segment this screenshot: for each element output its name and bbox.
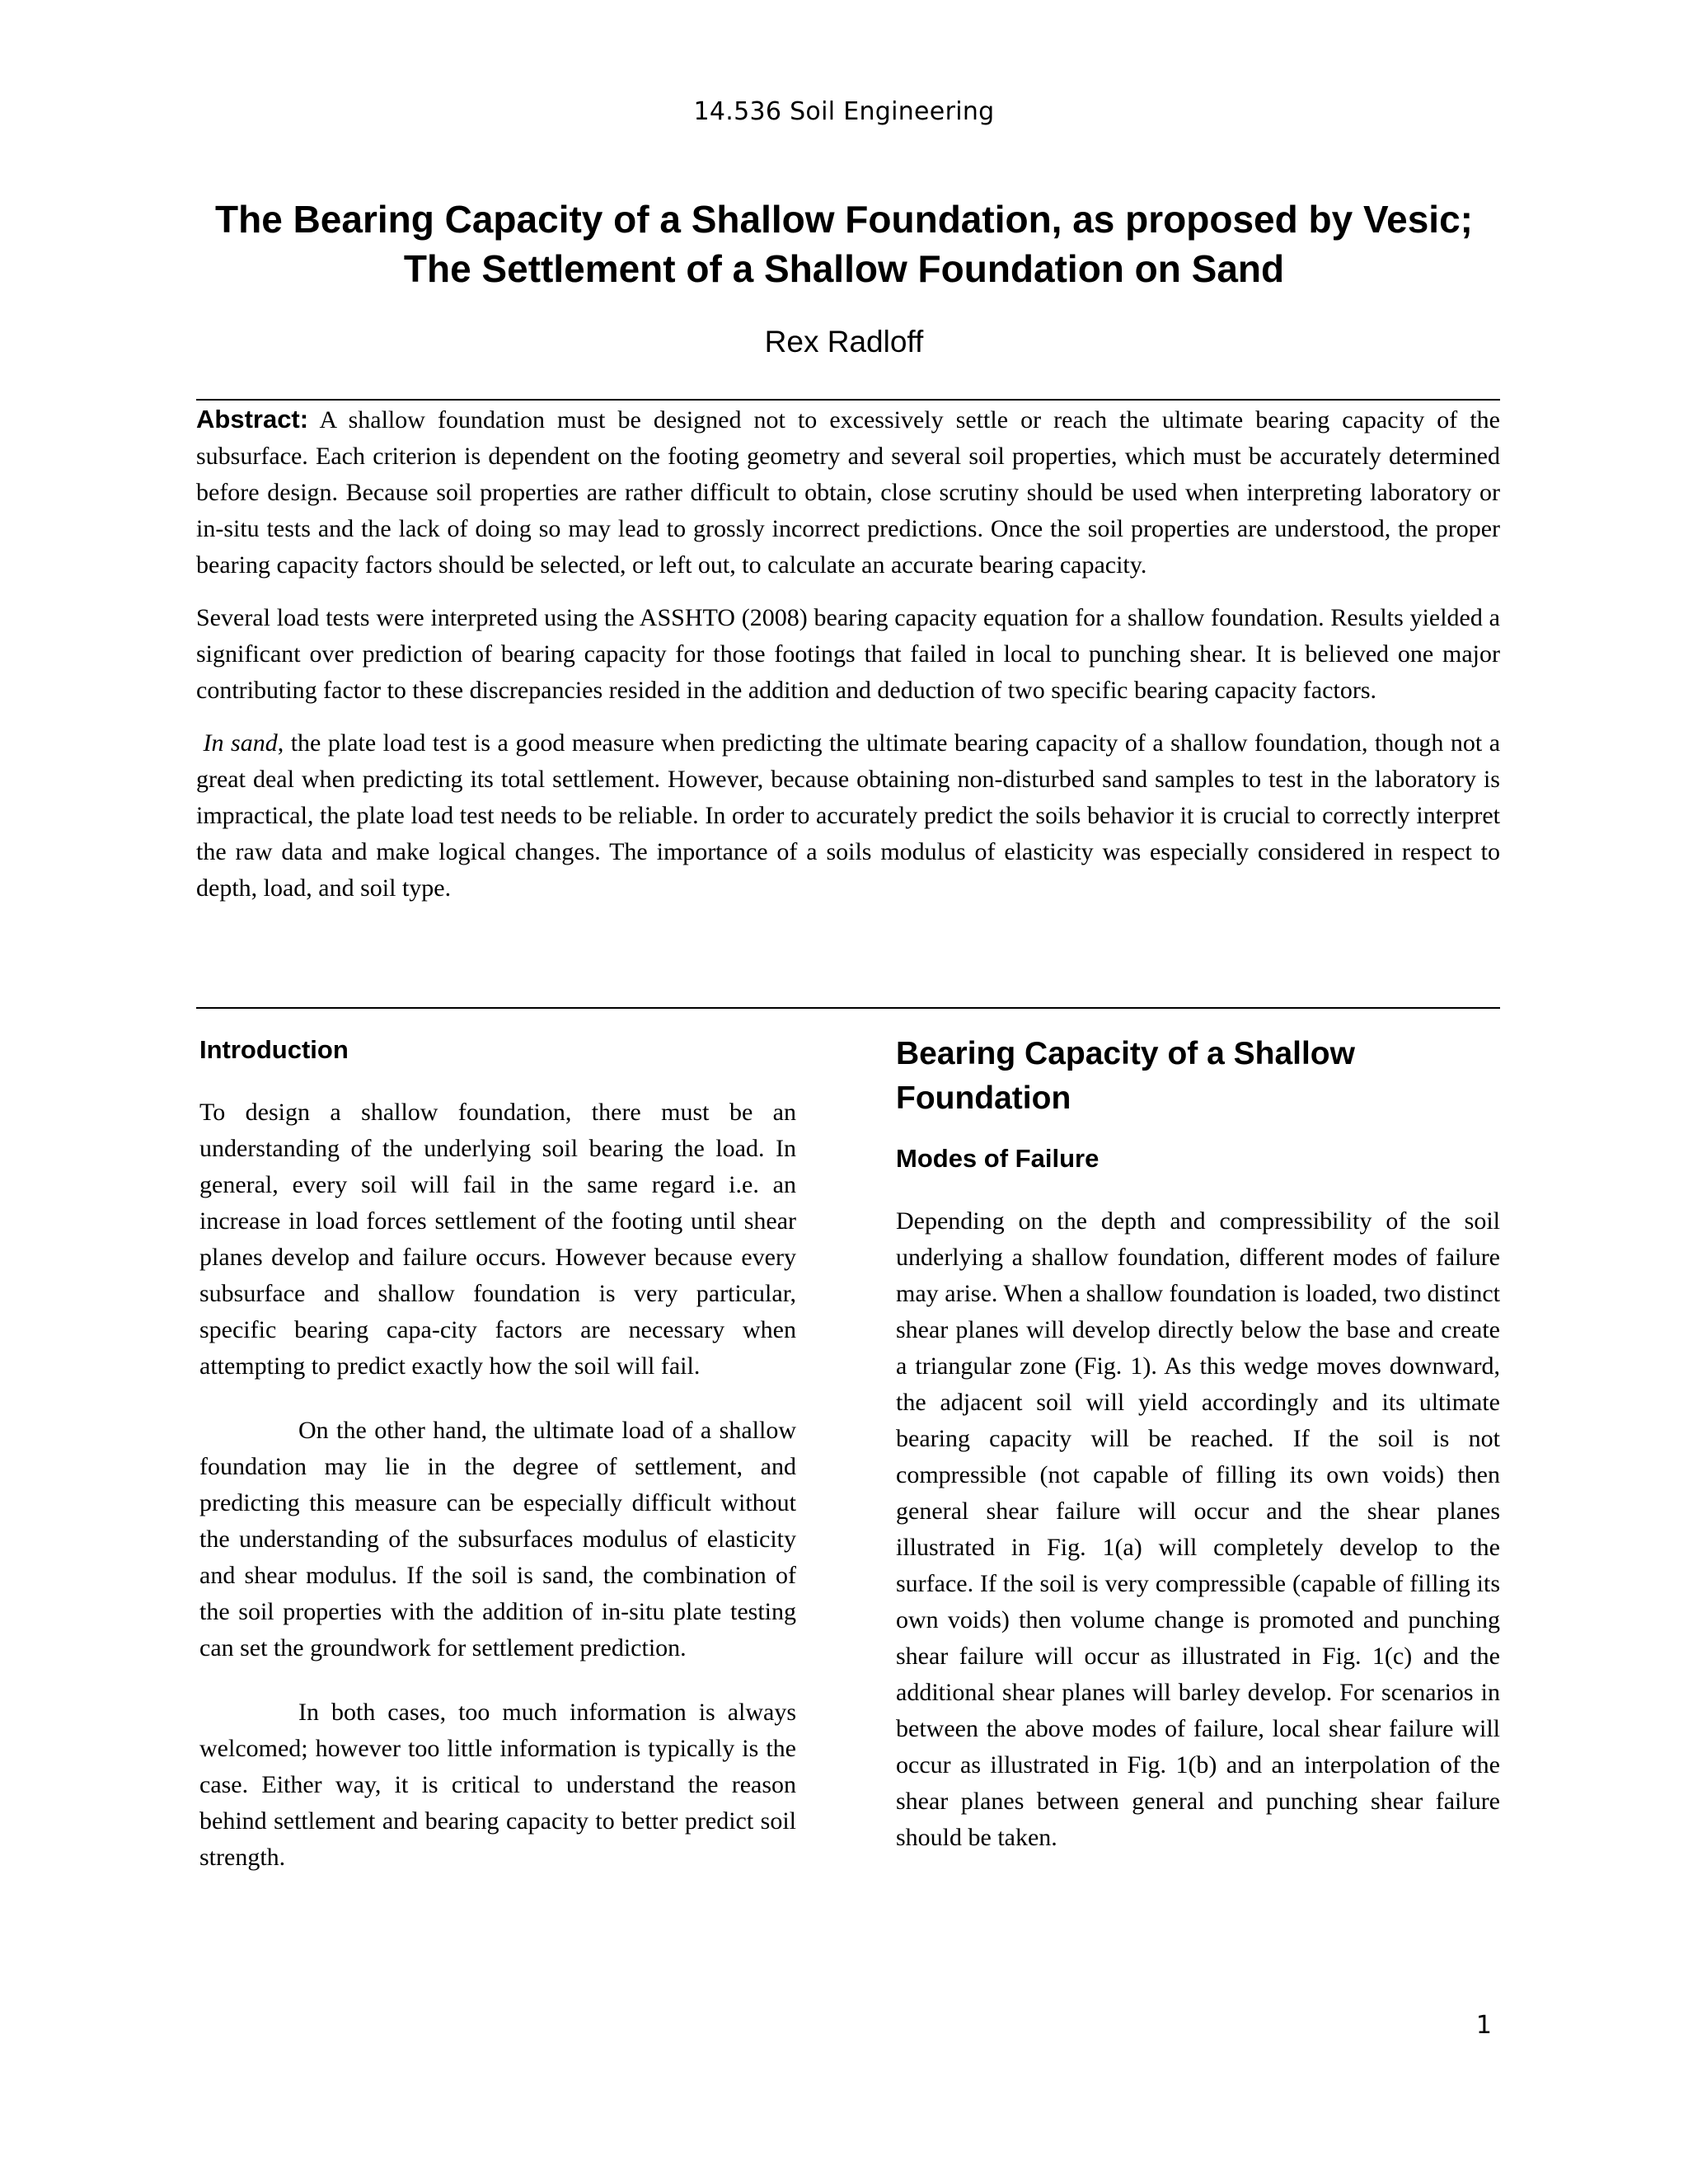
abstract-label: Abstract: [196,405,309,434]
modes-of-failure-paragraph: Depending on the depth and compressibility of the soil underlying a shallow foundation, different modes of failure may arise. When a shallow foundation is loaded, two distinct shear planes will develop directly below the base and create a triangular zone (Fig. 1). As this wedge moves downward, the adjacent soil will yield accordingly and its ultimate bearing capacity will be reached. If the soil is not compressible (not capable of filling its own voids) then general shear failure will occur and the shear planes illustrated in Fig. 1(a) will completely develop to the surface. If the soil is very compressible (capable of filling its own voids) then volume change is promoted and punching shear failure will occur as illustrated in Fig. 1(c) and the additional shear planes will barley develop. For scenarios in between the above modes of failure, local shear failure will occur as illustrated in Fig. 1(b) and an interpolation of the shear planes between general and punching shear failure should be taken. [896,1207,1500,1851]
abstract-text-3: , the plate load test is a good measure when predicting the ultimate bearing capacity of a shallow foundation, though not a great deal when predicting its total settlement. However, because obtaining non-disturbed sand samples to test in the laboratory is impractical, the plate load test needs to be reliable. In order to accurately predict the soils behavior it is crucial to correctly interpret the raw data and make logical changes. The importance of a soils modulus of elasticity was especially considered in respect to depth, load, and soil type. [196,729,1501,902]
paper-title [165,194,1523,293]
abstract-top-rule [196,399,1500,401]
page-number: 1 [1475,2011,1492,2040]
modes-of-failure-heading: Modes of Failure [896,1144,1100,1173]
right-column [896,1032,1500,1884]
abstract-text-1: A shallow foundation must be designed not to excessively settle or reach the ultimate bearing capacity of the subsurface. Each criterion is dependent on the footing geometry and several soil properties, which must be accurately determined before design. Because soil properties are rather difficult to obtain, close scrutiny should be used when interpreting laboratory or in-situ tests and the lack of doing so may lead to grossly incorrect predictions. Once the soil properties are understood, the proper bearing capacity factors should be selected, or left out, to calculate an accurate bearing capacity. [196,406,1500,579]
abstract-section [196,401,1500,923]
abstract-bottom-rule [196,1007,1500,1009]
left-column [199,1032,796,1904]
author-name: Rex Radloff [764,325,924,359]
introduction-paragraph-3: In both cases, too much information is always welcomed; however too little information is typically is the case. Either way, it is critical to understand the reason behind settlement and bearing capacity to better predict soil strength. [199,1699,796,1871]
abstract-paragraph-3 [196,725,1500,907]
abstract-emphasis: In sand [203,729,278,757]
abstract-paragraph-1 [196,401,1500,583]
bearing-capacity-heading: Bearing Capacity of a Shallow Foundation [896,1036,1355,1116]
introduction-heading: Introduction [199,1035,349,1064]
title-line-1: The Bearing Capacity of a Shallow Foundation, as proposed by Vesic; [215,198,1473,241]
introduction-paragraph-1: To design a shallow foundation, there must be an understanding of the underlying soil bearing the load. In general, every soil will fail in the same regard i.e. an increase in load forces settlement of the footing until shear planes develop and failure occurs. However because every subsurface and shallow foundation is very particular, specific bearing capa-city factors are necessary when attempting to predict exactly how the soil will fail. [199,1099,796,1380]
abstract-paragraph-2: Several load tests were interpreted using the ASSHTO (2008) bearing capacity equation for a shallow foundation. Results yielded a significant over prediction of bearing capacity for those footings that failed in local to punching shear. It is believed one major contributing factor to these discrepancies resided in the addition and deduction of two specific bearing capacity factors. [196,604,1500,704]
introduction-paragraph-2: On the other hand, the ultimate load of a shallow foundation may lie in the degree of settlement, and predicting this measure can be especially difficult without the understanding of the subsurfaces modulus of elasticity and shear modulus. If the soil is sand, the combination of the soil properties with the addition of in-situ plate testing can set the groundwork for settlement prediction. [199,1417,796,1661]
title-line-2: The Settlement of a Shallow Foundation on Sand [403,247,1285,290]
running-header: 14.536 Soil Engineering [693,97,995,126]
